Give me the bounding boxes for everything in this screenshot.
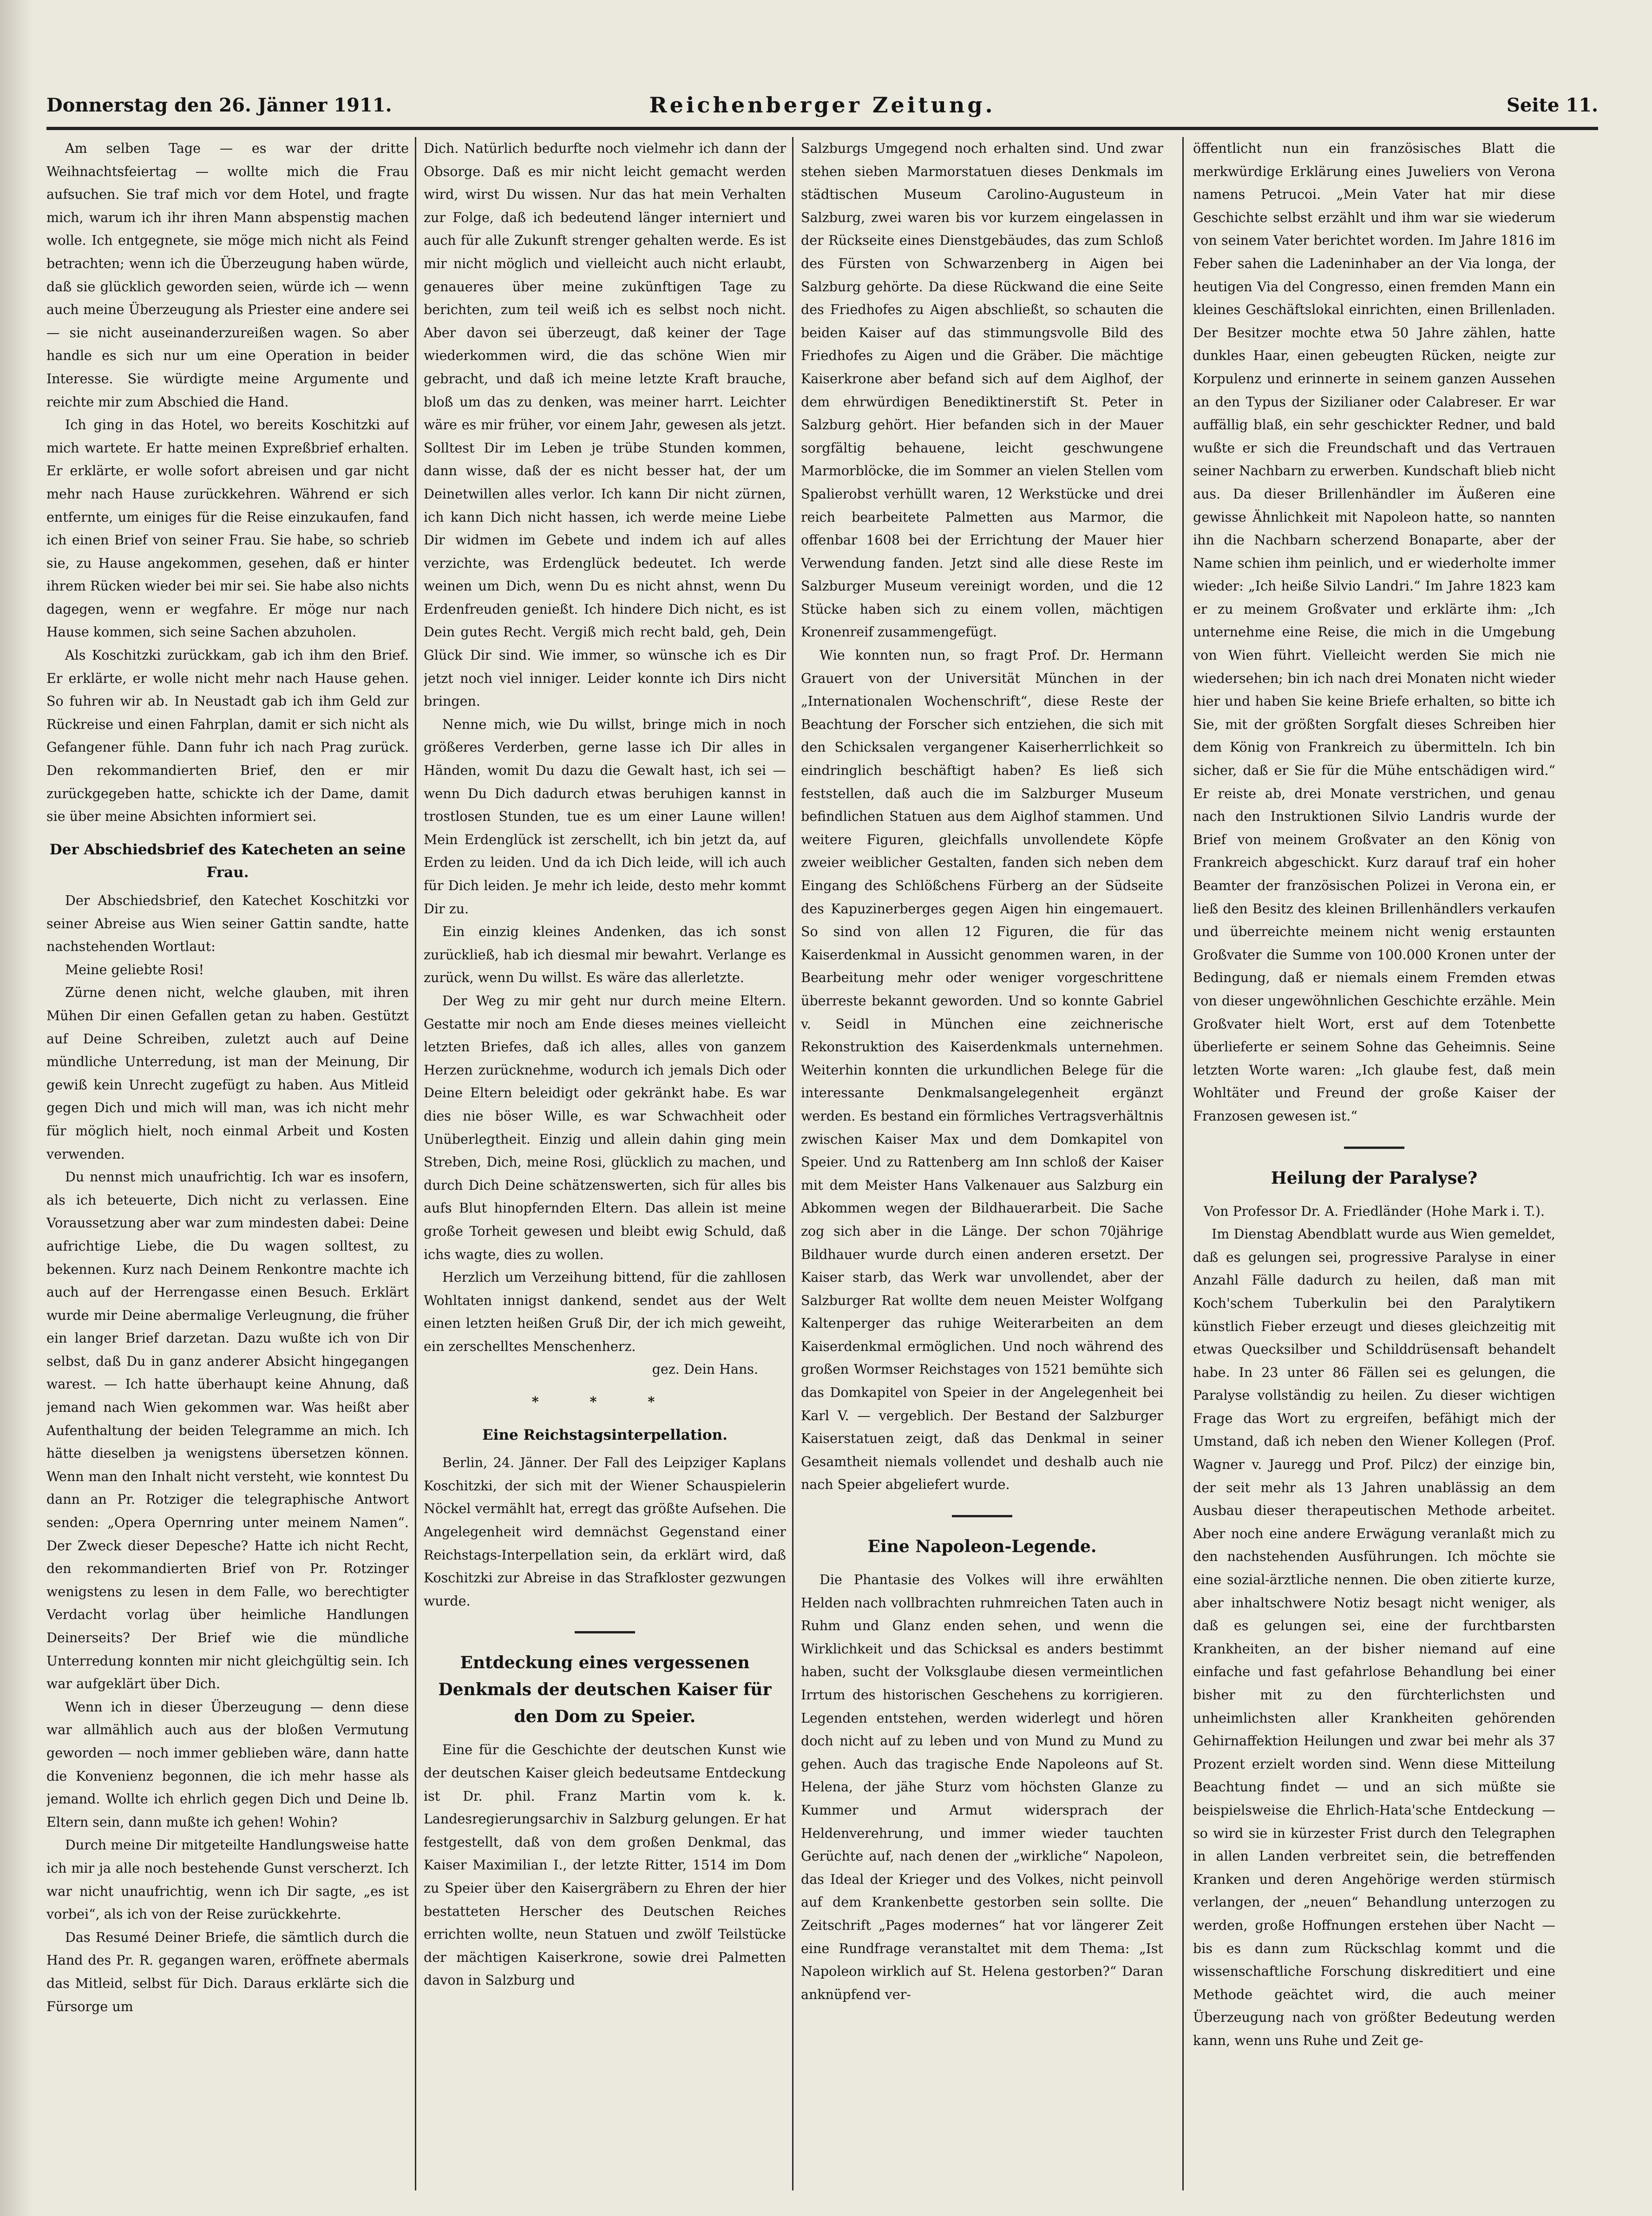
paragraph: Durch meine Dir mitgeteilte Handlungsweise hatte ich mir ja alle noch bestehende Gunst verscherzt. Ich war nicht unaufrichtig, wenn ich Dir sagte, „es ist vorbei“, als ich von der Reise zurückkehrte. xyxy=(46,1837,409,1922)
newspaper-title: Reichenberger Zeitung. xyxy=(649,92,996,118)
article-heading: Der Abschiedsbrief des Katecheten an seine Frau. xyxy=(49,841,406,881)
paragraph: Ich ging in das Hotel, wo bereits Koschitzki auf mich wartete. Er hatte meinen Expreßbrief erhalten. Er erklärte, er wolle sofort abreisen und gar nicht mehr nach Hause zurückkehren. Während er sich entfernte, um einiges für die Reise einzukaufen, fand ich einen Brief von seiner Frau. Sie habe, so schrieb sie, zu Hause angekommen, gesehen, daß er hinter ihrem Rücken wieder bei mir sei. Sie habe also nichts dagegen, wenn er wegfahre. Er möge nur nach Hause kommen, sich seine Sachen abzuholen. xyxy=(46,417,409,640)
paragraph: Zürne denen nicht, welche glauben, mit ihren Mühen Dir einen Gefallen getan zu haben. Gestützt auf Deine Schreiben, zuletzt auch auf Deine mündliche Unterredung, ist man der Meinung, Dir gewiß kein Unrecht zugefügt zu haben. Aus Mitleid gegen Dich und mich will man, was ich nicht mehr für möglich hielt, noch einmal Arbeit und Kosten verwenden. xyxy=(46,985,409,1162)
paragraph: Eine für die Geschichte der deutschen Kunst wie der deutschen Kaiser gleich bedeutsame Entdeckung ist Dr. phil. Franz Martin vom k. k. Landesregierungsarchiv in Salzburg gelungen. Er hat festgestellt, daß von dem großen Denkmal, das Kaiser Maximilian I., der letzte Ritter, 1514 im Dom zu Speier über den Kaisergräbern zu Ehren der hier bestatteten Herscher des Deutschen Reiches errichten wollte, neun Statuen und zwölf Teilstücke der mächtigen Kaiserkrone, sowie drei Palmetten davon in Salzburg und xyxy=(424,1742,786,1988)
section-divider-rule xyxy=(575,1631,635,1633)
column-2 xyxy=(424,137,786,2186)
paragraph: Salzburgs Umgegend noch erhalten sind. Und zwar stehen sieben Marmorstatuen dieses Denkmals im städtischen Museum Carolino-Augusteum in Salzburg, zwei waren bis vor kurzem eingelassen in der Rückseite eines Dienstgebäudes, das zum Schloß des Fürsten von Schwarzenberg in Aigen bei Salzburg gehörte. Da diese Rückwand die eine Seite des Friedhofes zu Aigen abschließt, so schauten die beiden Kaiser auf das stimmungsvolle Bild des Friedhofes zu Aigen und die Gräber. Die mächtige Kaiserkrone aber befand sich auf dem Aiglhof, der dem ehrwürdigen Benediktinerstift St. Peter in Salzburg gehört. Hier befanden sich in der Mauer sorgfältig behauene, leicht geschwungene Marmorblöcke, die im Sommer an vielen Stellen vom Spalierobst verhüllt waren, 12 Werkstücke und drei reich bearbeitete Palmetten aus Marmor, die offenbar 1608 bei der Errichtung der Mauer hier Verwendung fanden. Jetzt sind alle diese Reste im Salzburger Museum vereinigt worden, und die 12 Stücke haben sich zu einem vollen, mächtigen Kronenreif zusammengefügt. xyxy=(801,141,1163,640)
page-number: Seite 11. xyxy=(1507,94,1598,116)
paragraph: öffentlicht nun ein französisches Blatt die merkwürdige Erklärung eines Juweliers von Verona namens Petrucoi. „Mein Vater hat mir diese Geschichte selbst erzählt und ihm war sie wiederum von seinem Vater berichtet worden. Im Jahre 1816 im Feber sahen die Ladeninhaber an der Via longa, der heutigen Via del Congresso, einen fremden Mann ein kleines Geschäftslokal einrichten, einen Brillenladen. Der Besitzer mochte etwa 50 Jahre zählen, hatte dunkles Haar, einen gebeugten Rücken, neigte zur Korpulenz und erinnerte in seinem ganzen Aussehen an den Typus der Sizilianer oder Calabreser. Er war auffällig blaß, ein sehr geschickter Redner, und bald wußte er sich die Freundschaft und das Vertrauen seiner Nachbarn zu erwerben. Kundschaft blieb nicht aus. Da dieser Brillenhändler im Äußeren eine gewisse Ähnlichkeit mit Napoleon hatte, so nannten ihn die Nachbarn scherzend Bonaparte, aber der Name schien ihm peinlich, und er wiederholte immer wieder: „Ich heiße Silvio Landri.“ Im Jahre 1823 kam er zu meinem Großvater und erklärte ihm: „Ich unternehme eine Reise, die mich in die Umgebung von Wien führt. Vielleicht werden Sie mich nie wiedersehen; bin ich nach drei Monaten nicht wieder hier und haben Sie keine Briefe erhalten, so bitte ich Sie, mit der größten Sorgfalt dieses Schreiben hier dem König von Frankreich zu übermitteln. Ich bin sicher, daß er Sie für die Mühe entschädigen wird.“ Er reiste ab, drei Monate verstrichen, und genau nach den Instruktionen Silvio Landris wurde der Brief von meinem Großvater an den König von Frankreich abgeschickt. Kurz darauf traf ein hoher Beamter der französischen Polizei in Verona ein, er ließ den Besitz des kleinen Brillenhändlers verkaufen und überreichte meinem nicht wenig erstaunten Großvater die Summe von 100.000 Kronen unter der Bedingung, daß er niemals einem Fremden etwas von dieser ungewöhnlichen Geschichte erzähle. Mein Großvater hielt Wort, erst auf dem Totenbette überlieferte er seinem Sohne das Geheimnis. Seine letzten Worte waren: „Ich glaube fest, daß mein Wohltäter und Freund der große Kaiser der Franzosen gewesen ist.“ xyxy=(1193,141,1555,1124)
paragraph: Berlin, 24. Jänner. Der Fall des Leipziger Kaplans Koschitzki, der sich mit der Wiener Schauspielerin Nöckel vermählt hat, erregt das größte Aufsehen. Die Angelegenheit wird demnächst Gegenstand einer Reichstags-Interpellation sein, da erklärt wird, daß Koschitzki zur Abreise in das Strafkloster gezwungen wurde. xyxy=(424,1455,786,1609)
paragraph: Die Phantasie des Volkes will ihre erwählten Helden nach vollbrachten ruhmreichen Taten auch in Ruhm und Glanz enden sehen, und wenn die Wirklichkeit und das Schicksal es anders bestimmt haben, sucht der Volksglaube diesen vermeintlichen Irrtum des historischen Geschehens zu korrigieren. Legenden entstehen, werden widerlegt und hören doch nicht auf zu leben und von Mund zu Mund zu gehen. Auch das tragische Ende Napoleons auf St. Helena, der jähe Sturz vom höchsten Glanze zu Kummer und Armut widersprach der Heldenverehrung, und immer wieder tauchten Gerüchte auf, nach denen der „wirkliche“ Napoleon, das Ideal der Krieger und des Volkes, nicht peinvoll auf dem Krankenbette gestorben sein sollte. Die Zeitschrift „Pages modernes“ hat vor längerer Zeit eine Rundfrage veranstaltet mit dem Thema: „Ist Napoleon wirklich auf St. Helena gestorben?“ Daran anknüpfend ver- xyxy=(801,1572,1163,2002)
paragraph: Der Weg zu mir geht nur durch meine Eltern. Gestatte mir noch am Ende dieses meines vielleicht letzten Briefes, daß ich alles, alles von ganzem Herzen zurücknehme, wodurch ich jemals Dich oder Deine Eltern beleidigt oder gekränkt habe. Es war dies nie böser Wille, es war Schwachheit oder Unüberlegtheit. Einzig und allein dahin ging mein Streben, Dich, meine Rosi, glücklich zu machen, und durch Dich Deine schätzenswerten, sich für alles bis aufs Blut hinopfernden Eltern. Das allein ist meine große Torheit gewesen und bleibt ewig Schuld, daß ichs wagte, dies zu wollen. xyxy=(424,993,786,1262)
paragraph: Du nennst mich unaufrichtig. Ich war es insofern, als ich beteuerte, Dich nicht zu verlassen. Eine Voraussetzung aber war zum mindesten dabei: Deine aufrichtige Liebe, die Du wagen solltest, zu bekennen. Kurz nach Deinem Renkontre machte ich auch auf der Herrengasse einen Besuch. Erklärt wurde mir Deine abermalige Verleugnung, die früher ein langer Brief darzetan. Dazu wußte ich von Dir selbst, daß Du in ganz anderer Absicht hingegangen warest. — Ich hatte überhaupt keine Ahnung, daß jemand nach Wien gekommen war. Was heißt aber Aufenthaltung der beiden Telegramme an mich. Ich hätte dieselben ja wenigstens übersetzen können. Wenn man den Inhalt nicht versteht, wie konntest Du dann an Pr. Rotziger die telegraphische Antwort senden: „Opera Opernring unter meinem Namen“. Der Zweck dieser Depesche? Hatte ich nicht Recht, den rekommandierten Brief von Pr. Rotzinger wenigstens zu lesen in dem Falle, wo berechtigter Verdacht vorlag über heimliche Handlungen Deinerseits? Der Brief wie die mündliche Unterredung konnten mir nicht gleichgültig sein. Ich war aufgeklärt über Dich. xyxy=(46,1169,409,1692)
article-heading: Eine Reichstagsinterpellation. xyxy=(482,1426,728,1443)
header-date: Donnerstag den 26. Jänner 1911. xyxy=(46,94,392,116)
article-heading: Eine Napoleon-Legende. xyxy=(867,1537,1097,1557)
paragraph: Als Koschitzki zurückkam, gab ich ihm den Brief. Er erklärte, er wolle nicht mehr nach Hause gehen. So fuhren wir ab. In Neustadt gab ich ihm Geld zur Rückreise und einen Fahrplan, damit er sich nicht als Gefangener fühle. Dann fuhr ich nach Prag zurück. Den rekommandierten Brief, den er mir zurückgegeben hatte, schickte ich der Dame, damit sie über meine Absichten informiert sei. xyxy=(46,648,409,825)
article-heading: Heilung der Paralyse? xyxy=(1271,1168,1478,1188)
article-heading: Entdeckung eines vergessenen Denkmals der deutschen Kaiser für den Dom zu Speier. xyxy=(438,1653,772,1727)
page-edge-shadow xyxy=(0,0,33,2216)
paragraph: Der Abschiedsbrief, den Katechet Koschitzki vor seiner Abreise aus Wien seiner Gattin sandte, hatte nachstehenden Wortlaut: xyxy=(46,893,409,955)
column-4 xyxy=(1193,137,1555,2186)
paragraph: Das Resumé Deiner Briefe, die sämtlich durch die Hand des Pr. R. gegangen waren, eröffnete abermals das Mitleid, selbst für Dich. Daraus erklärte sich die Fürsorge um xyxy=(46,1929,409,2014)
paragraph: Herzlich um Verzeihung bittend, für die zahllosen Wohltaten innigst dankend, sendet aus der Welt einen letzten heißen Gruß Dir, der ich mich geweiht, ein zerschelltes Menschenherz. xyxy=(424,1270,786,1354)
column-1 xyxy=(46,137,409,2186)
column-rule xyxy=(792,137,793,2190)
paragraph: Am selben Tage — es war der dritte Weihnachtsfeiertag — wollte mich die Frau aufsuchen. Sie traf mich vor dem Hotel, und fragte mich, warum ich ihr ihren Mann abspenstig machen wolle. Ich entgegnete, sie möge mich nicht als Feind betrachten; wenn ich die Überzeugung haben würde, daß sie glücklich geworden seien, würde ich — wenn auch meine Überzeugung als Priester eine andere sei — sie nicht auseinanderzureißen wagen. So aber handle es sich nur um eine Operation in beider Interesse. Sie würdigte meine Argumente und reichte mir zum Abschied die Hand. xyxy=(46,141,409,410)
paragraph: Nenne mich, wie Du willst, bringe mich in noch größeres Verderben, gerne lasse ich Dir alles in Händen, womit Du dazu die Gewalt hast, ich sei — wenn Du Dich dadurch etwas beruhigen kannst in trostlosen Stunden, tue es um einer Laune willen! Mein Erdenglück ist zerschellt, ich bin jetzt da, auf Erden zu leiden. Und da ich Dich leide, will ich auch für Dich leiden. Je mehr ich leide, desto mehr kommt Dir zu. xyxy=(424,716,786,917)
column-rule xyxy=(1182,137,1184,2190)
paragraph: Wenn ich in dieser Überzeugung — denn diese war allmählich auch aus der bloßen Vermutung geworden — noch immer geblieben wäre, dann hatte die Konvenienz begonnen, die ich mehr hasse als jemand. Wollte ich ehrlich gegen Dich und Deine lb. Eltern sein, dann mußte ich gehen! Wohin? xyxy=(46,1699,409,1830)
letter-salutation: Meine geliebte Rosi! xyxy=(65,962,204,977)
letter-signature: gez. Dein Hans. xyxy=(652,1362,758,1377)
section-divider-rule xyxy=(952,1515,1012,1517)
section-divider-stars: * * * xyxy=(531,1394,678,1410)
page-header xyxy=(46,91,1598,130)
column-3 xyxy=(801,137,1163,2186)
paragraph: Im Dienstag Abendblatt wurde aus Wien gemeldet, daß es gelungen sei, progressive Paralyse in einer Anzahl Fälle dadurch zu heilen, daß man mit Koch'schem Tuberkulin bei den Paralytikern künstlich Fieber erzeugt und dieses gleichzeitig mit etwas Quecksilber und Schilddrüsensaft behandelt habe. In 23 unter 86 Fällen sei es gelungen, die Paralyse vollständig zu heilen. Zu dieser wichtigen Frage das Wort zu ergreifen, befähigt mich der Umstand, daß ich neben den Wiener Kollegen (Prof. Wagner v. Jauregg und Prof. Pilcz) der einzige bin, der seit mehr als 13 Jahren unablässig an dem Ausbau dieser therapeutischen Methode arbeitet. Aber noch eine andere Erwägung veranlaßt mich zu den nachstehenden Ausführungen. Ich möchte sie eine sozial-ärztliche nennen. Die oben zitierte kurze, aber inhaltschwere Notiz besagt nicht weniger, als daß es gelungen sei, eine der furchtbarsten Krankheiten, an der bisher niemand auf eine einfache und fast gefahrlose Behandlung bei einer bisher mit zu den fürchterlichsten und unheimlichsten aller Krankheiten gehörenden Gehirnaffektion Heilungen und zwar bei mehr als 37 Prozent erzielt worden sind. Wenn diese Mitteilung Beachtung findet — und an sich müßte sie beispielsweise die Ehrlich-Hata'sche Entdeckung — so wird sie in kürzester Frist durch den Telegraphen in allen Landen verbreitet sein, die betreffenden Kranken und deren Angehörige werden stürmisch verlangen, der „neuen“ Behandlung unterzogen zu werden, große Hoffnungen erstehen über Nacht — bis es dann zum Rückschlag kommt und die wissenschaftliche Forschung diskreditiert und eine Methode geächtet wird, die auch meiner Überzeugung nach von größter Bedeutung werden kann, wenn uns Ruhe und Zeit ge- xyxy=(1193,1226,1555,2048)
paragraph: Dich. Natürlich bedurfte noch vielmehr ich dann der Obsorge. Daß es mir nicht leicht gemacht werden wird, wirst Du wissen. Nur das hat mein Verhalten zur Folge, daß ich bedeutend länger interniert und auch für alle Zukunft strenger gehalten werde. Es ist mir nicht möglich und vielleicht auch nicht erlaubt, genaueres über meine zukünftigen Tage zu berichten, zum teil weiß ich es selbst noch nicht. Aber davon sei überzeugt, daß keiner der Tage wiederkommen wird, die das schöne Wien mir gebracht, und daß ich meine letzte Kraft brauche, bloß um das zu denken, was meiner harrt. Leichter wäre es mir früher, vor einem Jahr, gewesen als jetzt. Solltest Dir im Leben je trübe Stunden kommen, dann wisse, daß der es nicht besser hat, der um Deinetwillen alles verlor. Ich kann Dir nicht zürnen, ich kann Dich nicht hassen, ich werde meine Liebe Dir widmen im Gebete und indem ich auf alles verzichte, was Erdenglück bedeutet. Ich werde weinen um Dich, wenn Du es nicht ahnst, wenn Du Erdenfreuden genießt. Ich hindere Dich nicht, es ist Dein gutes Recht. Vergiß mich recht bald, geh, Dein Glück Dir sind. Wie immer, so wünsche ich es Dir jetzt noch viel inniger. Leider konnte ich Dirs nicht bringen. xyxy=(424,141,786,709)
section-divider-rule xyxy=(1344,1147,1404,1149)
article-byline: Von Professor Dr. A. Friedländer (Hohe Mark i. T.). xyxy=(1204,1203,1545,1219)
column-rule xyxy=(415,137,416,2190)
paragraph: Ein einzig kleines Andenken, das ich sonst zurückließ, hab ich diesmal mir bewahrt. Verlange es zurück, wenn Du willst. Es wäre das allerletzte. xyxy=(424,924,786,986)
paragraph: Wie konnten nun, so fragt Prof. Dr. Hermann Grauert von der Universität München in der „Internationalen Wochenschrift“, diese Reste der Beachtung der Forscher sich entziehen, die sich mit den Schicksalen vergangener Kaiserherrlichkeit so eindringlich beschäftigt haben? Es ließ sich feststellen, daß auch die im Salzburger Museum befindlichen Statuen aus dem Aiglhof stammen. Und weitere Figuren, gleichfalls unvollendete Köpfe zweier weiblicher Gestalten, fanden sich neben dem Eingang des Schlößchens Fürberg an der Südseite des Kapuzinerberges gegen Aigen hin eingemauert. So sind von allen 12 Figuren, die für das Kaiserdenkmal in Aussicht genommen waren, in der Bearbeitung mehr oder weniger vorgeschrittene überreste bekannt geworden. Und so konnte Gabriel v. Seidl in München eine zeichnerische Rekonstruktion des Kaiserdenkmals unternehmen. Weiterhin konnten die urkundlichen Belege für die interessante Denkmalsangelegenheit ergänzt werden. Es bestand ein förmliches Vertragsverhältnis zwischen Kaiser Max und dem Domkapitel von Speier. Und zu Rattenberg am Inn schloß der Kaiser mit dem Meister Hans Valkenauer aus Salzburg ein Abkommen wegen der Bildhauerarbeit. Die Sache zog sich aber in die Länge. Der schon 70jährige Bildhauer wurde durch einen anderen ersetzt. Der Kaiser starb, das Werk war unvollendet, aber der Salzburger Rat wollte dem neuen Meister Wolfgang Kaltenperger das ruhige Weiterarbeiten an dem Kaiserdenkmal ermöglichen. Und noch während des großen Wormser Reichstages von 1521 bemühte sich das Domkapitel von Speier in der Angelegenheit bei Karl V. — vergeblich. Der Bestand der Salzburger Kaiserstatuen zeigt, daß das Denkmal in seiner Gesamtheit niemals vollendet und deshalb auch nie nach Speier abgeliefert wurde. xyxy=(801,648,1163,1493)
